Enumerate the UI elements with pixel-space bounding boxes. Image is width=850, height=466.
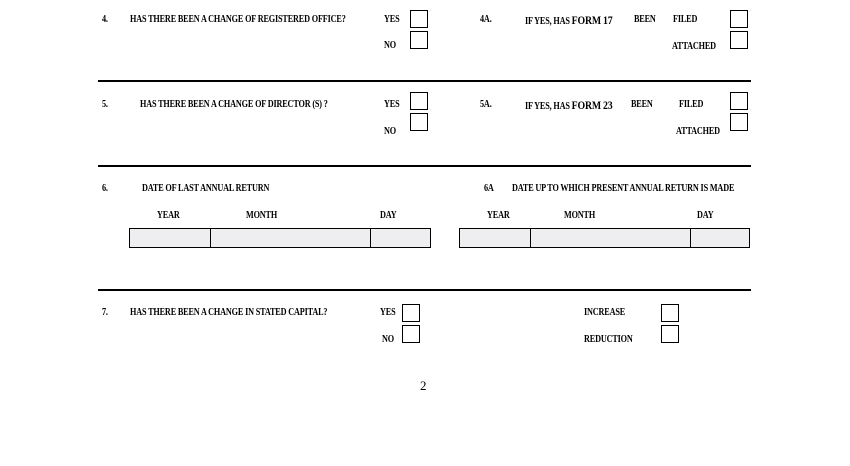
q5a-been-label: BEEN: [631, 99, 653, 110]
q4a-attached-label: ATTACHED: [672, 41, 716, 52]
page-number: 2: [420, 378, 427, 393]
q4a-been-label: BEEN: [634, 14, 656, 25]
q6a-day-input[interactable]: [691, 229, 749, 247]
q6a-month-input[interactable]: [531, 229, 691, 247]
q6-number: 6.: [102, 183, 108, 194]
q6a-year-input[interactable]: [460, 229, 531, 247]
q5a-attached-label: ATTACHED: [676, 126, 720, 137]
q4a-form-label: FORM: [571, 13, 602, 27]
q7-question: HAS THERE BEEN A CHANGE IN STATED CAPITAL?: [130, 307, 328, 318]
q4-no-checkbox[interactable]: [410, 31, 428, 49]
q5-question: HAS THERE BEEN A CHANGE OF DIRECTOR (S) ?: [140, 99, 328, 110]
q5-number: 5.: [102, 99, 108, 110]
q4a-attached-checkbox[interactable]: [730, 31, 748, 49]
q5-no-checkbox[interactable]: [410, 113, 428, 131]
q5a-prefix: IF YES, HAS: [525, 101, 570, 112]
q5a-filed-label: FILED: [679, 99, 704, 110]
q6-day-label: DAY: [380, 210, 397, 221]
q4-yes-checkbox[interactable]: [410, 10, 428, 28]
q7-yes-label: YES: [380, 307, 396, 318]
q7-reduction-checkbox[interactable]: [661, 325, 679, 343]
q4-question: HAS THERE BEEN A CHANGE OF REGISTERED OFFICE?: [130, 14, 346, 25]
q7-increase-checkbox[interactable]: [661, 304, 679, 322]
q6a-number: 6A: [484, 183, 494, 194]
q5a-question: [525, 98, 612, 113]
q6a-date-field: [459, 228, 750, 248]
q4a-question: [525, 13, 612, 28]
q6-year-input[interactable]: [130, 229, 211, 247]
q6a-question: DATE UP TO WHICH PRESENT ANNUAL RETURN IS MADE: [512, 183, 735, 194]
q5a-form-label: FORM: [571, 98, 602, 112]
q6-year-label: YEAR: [157, 210, 180, 221]
divider-3: [98, 289, 751, 291]
q6a-day-label: DAY: [697, 210, 714, 221]
q7-no-label: NO: [382, 334, 394, 345]
q7-number: 7.: [102, 307, 108, 318]
q4-no-label: NO: [384, 40, 396, 51]
q7-reduction-label: REDUCTION: [584, 334, 633, 345]
q6-month-label: MONTH: [246, 210, 278, 221]
q4a-filed-checkbox[interactable]: [730, 10, 748, 28]
divider-2: [98, 165, 751, 167]
q5-yes-checkbox[interactable]: [410, 92, 428, 110]
q6-month-input[interactable]: [211, 229, 371, 247]
q5a-attached-checkbox[interactable]: [730, 113, 748, 131]
q4a-form-number: 17: [602, 13, 613, 27]
q7-increase-label: INCREASE: [584, 307, 626, 318]
q6a-year-label: YEAR: [487, 210, 510, 221]
q4-number: 4.: [102, 14, 108, 25]
q4a-filed-label: FILED: [673, 14, 698, 25]
q6-date-field: [129, 228, 431, 248]
q5-no-label: NO: [384, 126, 396, 137]
q6-question: DATE OF LAST ANNUAL RETURN: [142, 183, 270, 194]
q5-yes-label: YES: [384, 99, 400, 110]
q5a-number: 5A.: [480, 99, 492, 110]
q7-no-checkbox[interactable]: [402, 325, 420, 343]
q6a-month-label: MONTH: [564, 210, 596, 221]
q5a-form-number: 23: [602, 98, 613, 112]
q4a-prefix: IF YES, HAS: [525, 16, 570, 27]
q4a-number: 4A.: [480, 14, 492, 25]
divider-1: [98, 80, 751, 82]
q7-yes-checkbox[interactable]: [402, 304, 420, 322]
q4-yes-label: YES: [384, 14, 400, 25]
q5a-filed-checkbox[interactable]: [730, 92, 748, 110]
q6-day-input[interactable]: [371, 229, 430, 247]
